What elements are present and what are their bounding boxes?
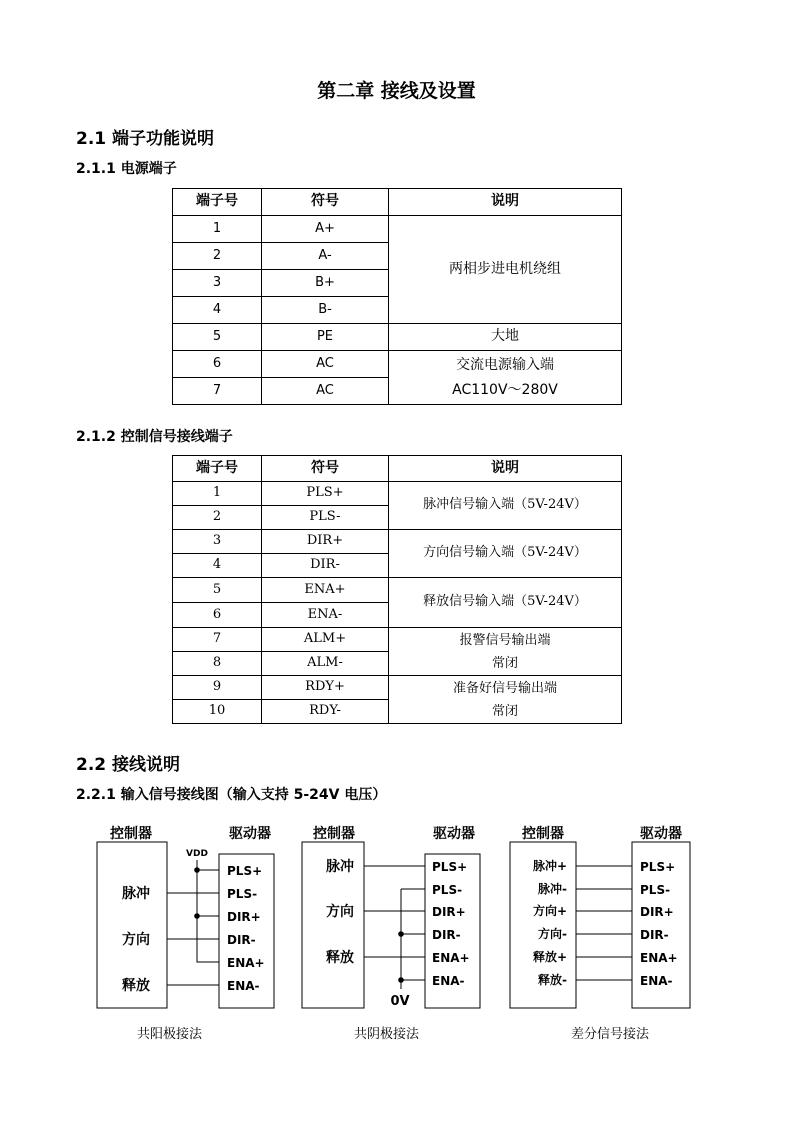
d1-pin-dir-plus: DIR+ <box>227 910 261 924</box>
desc-pulse-input: 脉冲信号输入端（5V-24V） <box>389 482 622 530</box>
diff-ena-minus: 释放- <box>538 973 567 987</box>
terminal-no: 1 <box>173 482 262 506</box>
terminal-symbol: A+ <box>262 216 389 243</box>
section-2-2-1-heading: 2.2.1 输入信号接线图（输入支持 5-24V 电压） <box>76 787 387 803</box>
terminal-no: 9 <box>173 676 262 700</box>
d3-pin-pls-plus: PLS+ <box>640 860 676 874</box>
desc-ready-line1: 准备好信号输出端 <box>452 680 557 696</box>
terminal-symbol: ENA- <box>262 603 389 628</box>
diff-dir-minus: 方向- <box>538 927 567 941</box>
terminal-symbol: AC <box>262 351 389 378</box>
terminal-no: 4 <box>173 554 262 578</box>
desc-ena-input: 释放信号输入端（5V-24V） <box>389 578 622 628</box>
terminal-symbol: PLS+ <box>262 482 389 506</box>
diagram2-ena-label: 释放 <box>326 950 354 966</box>
desc-alarm-line1: 报警信号输出端 <box>459 632 551 648</box>
d3-pin-ena-plus: ENA+ <box>640 951 678 965</box>
header-terminal-no: 端子号 <box>173 189 262 216</box>
terminal-symbol: B- <box>262 297 389 324</box>
terminal-symbol: DIR+ <box>262 530 389 554</box>
d3-pin-dir-minus: DIR- <box>640 928 669 942</box>
d3-pin-dir-plus: DIR+ <box>640 905 674 919</box>
terminal-symbol: PLS- <box>262 506 389 530</box>
diagram1-dir-label: 方向 <box>122 932 150 948</box>
terminal-symbol: DIR- <box>262 554 389 578</box>
diagram1-driver-label: 驱动器 <box>229 826 271 842</box>
header-symbol: 符号 <box>262 189 389 216</box>
diagram2-pulse-label: 脉冲 <box>326 859 354 875</box>
terminal-symbol: ALM- <box>262 652 389 676</box>
terminal-symbol: PE <box>262 324 389 351</box>
desc-ground: 大地 <box>389 324 622 351</box>
terminal-no: 6 <box>173 351 262 378</box>
terminal-symbol: A- <box>262 243 389 270</box>
d1-pin-pls-plus: PLS+ <box>227 864 263 878</box>
header-symbol: 符号 <box>262 456 389 482</box>
section-2-2-heading: 2.2 接线说明 <box>76 755 181 775</box>
d2-pin-dir-minus: DIR- <box>432 928 461 942</box>
chapter-title: 第二章 接线及设置 <box>317 80 476 102</box>
terminal-no: 7 <box>173 378 262 405</box>
header-terminal-no: 端子号 <box>173 456 262 482</box>
terminal-symbol: ALM+ <box>262 628 389 652</box>
diagram3-controller-label: 控制器 <box>522 826 564 842</box>
d2-pin-ena-minus: ENA- <box>432 974 465 988</box>
d2-pin-ena-plus: ENA+ <box>432 951 470 965</box>
terminal-no: 8 <box>173 652 262 676</box>
terminal-no: 1 <box>173 216 262 243</box>
d2-pin-pls-minus: PLS- <box>432 883 463 897</box>
terminal-no: 2 <box>173 243 262 270</box>
d3-pin-pls-minus: PLS- <box>640 883 671 897</box>
terminal-no: 10 <box>173 700 262 724</box>
terminal-no: 6 <box>173 603 262 628</box>
caption-common-cathode: 共阴极接法 <box>354 1027 420 1042</box>
section-2-1-heading: 2.1 端子功能说明 <box>76 129 215 149</box>
section-2-1-2-heading: 2.1.2 控制信号接线端子 <box>76 429 233 445</box>
d1-pin-ena-plus: ENA+ <box>227 956 265 970</box>
d2-pin-dir-plus: DIR+ <box>432 905 466 919</box>
diagram3-driver-label: 驱动器 <box>640 826 682 842</box>
d1-pin-ena-minus: ENA- <box>227 979 260 993</box>
terminal-symbol: RDY- <box>262 700 389 724</box>
section-2-1-1-heading: 2.1.1 电源端子 <box>76 161 177 177</box>
terminal-no: 3 <box>173 530 262 554</box>
diagram1-pulse-label: 脉冲 <box>122 886 150 902</box>
diff-pulse-minus: 脉冲- <box>538 882 567 896</box>
diagram1-ena-label: 释放 <box>122 978 150 994</box>
diff-dir-plus: 方向+ <box>532 904 567 918</box>
d3-pin-ena-minus: ENA- <box>640 974 673 988</box>
desc-dir-input: 方向信号输入端（5V-24V） <box>389 530 622 578</box>
terminal-no: 5 <box>173 578 262 603</box>
d2-pin-pls-plus: PLS+ <box>432 860 468 874</box>
terminal-symbol: B+ <box>262 270 389 297</box>
terminal-symbol: RDY+ <box>262 676 389 700</box>
desc-ready-line2: 常闭 <box>491 703 518 719</box>
vdd-label: VDD <box>186 849 208 859</box>
terminal-no: 4 <box>173 297 262 324</box>
desc-ac-line2: AC110V～280V <box>452 381 558 398</box>
diagram1-controller-label: 控制器 <box>110 826 152 842</box>
caption-differential: 差分信号接法 <box>571 1027 650 1042</box>
diagram2-controller-label: 控制器 <box>313 826 355 842</box>
zero-volt-label: 0V <box>390 994 410 1009</box>
d1-pin-pls-minus: PLS- <box>227 887 258 901</box>
terminal-no: 5 <box>173 324 262 351</box>
diagram2-dir-label: 方向 <box>326 904 354 920</box>
terminal-no: 7 <box>173 628 262 652</box>
desc-alarm-line2: 常闭 <box>491 655 518 671</box>
caption-common-anode: 共阳极接法 <box>137 1027 203 1042</box>
header-description: 说明 <box>389 189 622 216</box>
diff-pulse-plus: 脉冲+ <box>532 859 567 873</box>
diagram2-driver-label: 驱动器 <box>433 826 475 842</box>
desc-motor-winding: 两相步进电机绕组 <box>389 216 622 324</box>
d1-pin-dir-minus: DIR- <box>227 933 256 947</box>
terminal-symbol: ENA+ <box>262 578 389 603</box>
terminal-no: 3 <box>173 270 262 297</box>
terminal-no: 2 <box>173 506 262 530</box>
terminal-symbol: AC <box>262 378 389 405</box>
header-description: 说明 <box>389 456 622 482</box>
diff-ena-plus: 释放+ <box>532 950 567 964</box>
desc-ac-line1: 交流电源输入端 <box>456 356 554 373</box>
